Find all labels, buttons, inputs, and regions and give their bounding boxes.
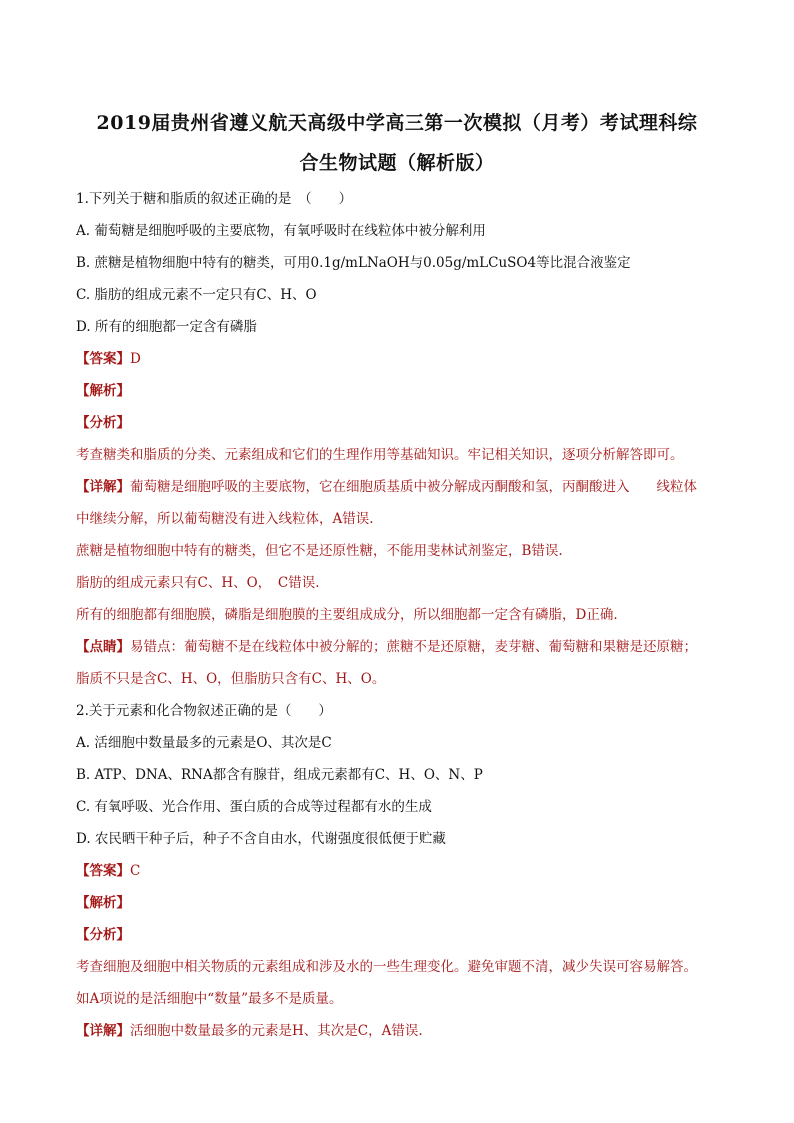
question-1-detail-line3: 蔗糖是植物细胞中特有的糖类，但它不是还原性糖，不能用斐林试剂鉴定，B错误. xyxy=(76,543,563,559)
question-1-option-b: B. 蔗糖是植物细胞中特有的糖类，可用0.1g/mLNaOH与0.05g/mLCuSO4等比混合液鉴定 xyxy=(76,255,631,271)
question-2-option-c: C. 有氧呼吸、光合作用、蛋白质的合成等过程都有水的生成 xyxy=(76,799,432,815)
question-1-fenxi-tag: 【分析】 xyxy=(76,415,130,431)
question-1-answer xyxy=(76,350,141,368)
tip-tag: 【点睛】 xyxy=(76,639,130,655)
question-1-stem: 1.下列关于糖和脂质的叙述正确的是 （ ） xyxy=(76,191,353,207)
question-2-option-d: D. 农民晒干种子后，种子不含自由水，代谢强度很低便于贮藏 xyxy=(76,831,446,847)
question-2-detail-line1 xyxy=(76,1022,423,1040)
detail-tag: 【详解】 xyxy=(76,479,130,495)
tip-text: 易错点：葡萄糖不是在线粒体中被分解的；蔗糖不是还原糖，麦芽糖、葡萄糖和果糖是还原糖； xyxy=(130,639,697,655)
detail-tag: 【详解】 xyxy=(76,1023,130,1039)
question-2-analysis-line2: 如A项说的是活细胞中“数量”最多不是质量。 xyxy=(76,991,343,1007)
question-1-tip-line2: 脂质不只是含C、H、O，但脂肪只含有C、H、O。 xyxy=(76,671,386,687)
question-2-stem: 2.关于元素和化合物叙述正确的是（ ） xyxy=(76,703,332,719)
detail-text: 活细胞中数量最多的元素是H、其次是C，A错误. xyxy=(130,1023,423,1039)
question-1-jiexi-tag: 【解析】 xyxy=(76,383,130,399)
detail-text: 葡萄糖是细胞呼吸的主要底物，它在细胞质基质中被分解成丙酮酸和氢，丙酮酸进入 线粒体 xyxy=(130,479,697,495)
question-2-answer xyxy=(76,862,140,880)
question-1-detail-line1 xyxy=(76,478,697,496)
question-1-option-d: D. 所有的细胞都一定含有磷脂 xyxy=(76,319,257,335)
question-2-fenxi-tag: 【分析】 xyxy=(76,927,130,943)
question-2-option-a: A. 活细胞中数量最多的元素是O、其次是C xyxy=(76,735,332,751)
question-2-analysis-line1: 考查细胞及细胞中相关物质的元素组成和涉及水的一些生理变化。避免审题不清，减少失误可容易解答。 xyxy=(76,959,697,975)
document-title-line2: 合生物试题（解析版） xyxy=(299,152,495,174)
question-1-detail-line4: 脂肪的组成元素只有C、H、O， C错误. xyxy=(76,575,320,591)
question-1-tip-line1 xyxy=(76,638,697,656)
question-1-option-c: C. 脂肪的组成元素不一定只有C、H、O xyxy=(76,287,317,303)
answer-value: C xyxy=(130,863,141,879)
question-1-detail-line2: 中继续分解，所以葡萄糖没有进入线粒体，A错误. xyxy=(76,511,374,527)
question-1-detail-line5: 所有的细胞都有细胞膜，磷脂是细胞膜的主要组成成分，所以细胞都一定含有磷脂，D正确. xyxy=(76,607,618,623)
document-title-line1: 2019届贵州省遵义航天高级中学高三第一次模拟（月考）考试理科综 xyxy=(96,112,698,134)
question-1-option-a: A. 葡萄糖是细胞呼吸的主要底物，有氧呼吸时在线粒体中被分解利用 xyxy=(76,223,486,239)
question-2-jiexi-tag: 【解析】 xyxy=(76,895,130,911)
question-1-analysis: 考查糖类和脂质的分类、元素组成和它们的生理作用等基础知识。牢记相关知识，逐项分析解答即可。 xyxy=(76,447,684,463)
answer-value: D xyxy=(130,351,141,367)
question-2-option-b: B. ATP、DNA、RNA都含有腺苷，组成元素都有C、H、O、N、P xyxy=(76,767,483,783)
answer-tag: 【答案】 xyxy=(76,351,130,367)
answer-tag: 【答案】 xyxy=(76,863,130,879)
